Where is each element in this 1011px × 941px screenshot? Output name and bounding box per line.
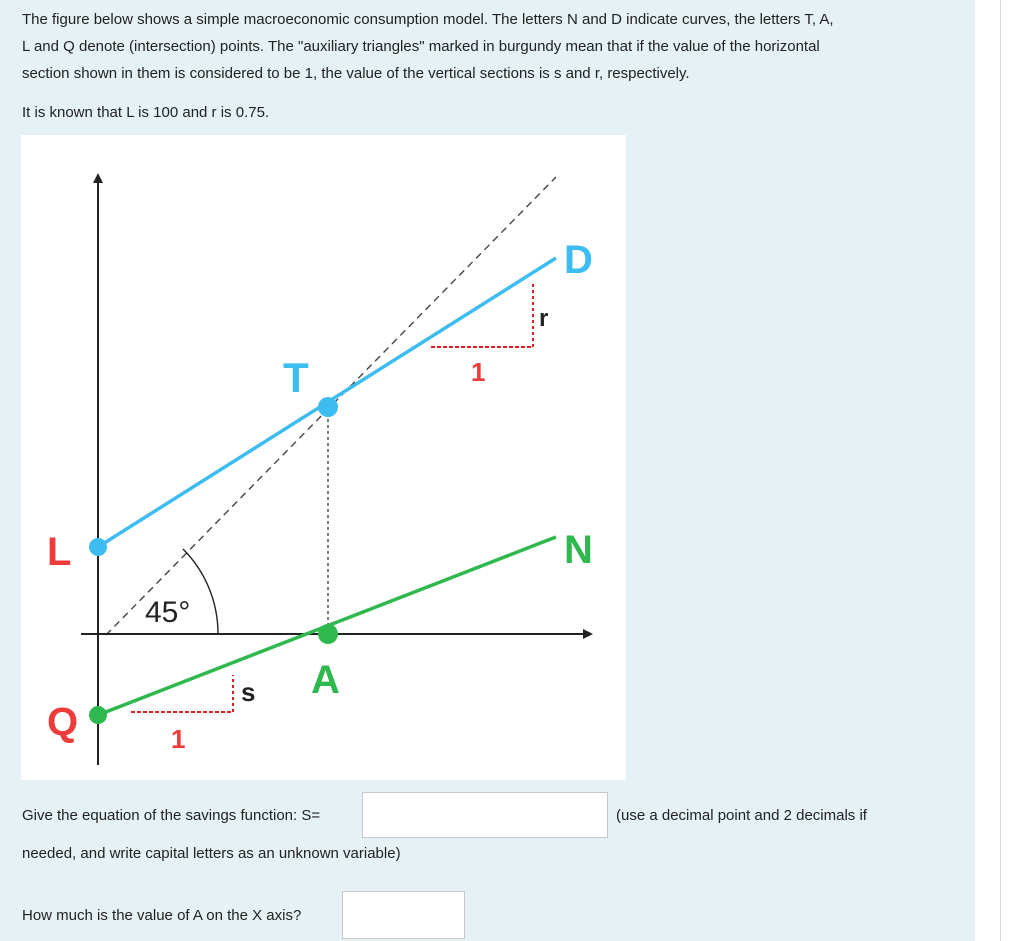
point-t [318, 397, 338, 417]
point-q [89, 706, 107, 724]
label-one-lower: 1 [171, 724, 186, 754]
savings-function-input[interactable] [362, 792, 608, 838]
right-divider [1000, 0, 1001, 941]
label-d: D [564, 238, 593, 282]
a-value-prompt: How much is the value of A on the X axis? [22, 907, 302, 924]
savings-prompt: Give the equation of the savings function: S= [22, 807, 321, 824]
label-l: L [47, 530, 72, 574]
label-q: Q [47, 700, 79, 744]
label-s: s [241, 677, 256, 707]
point-a [318, 624, 338, 644]
label-n: N [564, 528, 593, 572]
a-value-input[interactable] [342, 891, 465, 939]
consumption-model-figure [21, 135, 626, 780]
intro-line-2: L and Q denote (intersection) points. The "auxiliary triangles" marked in burgundy mean that if the value of the horizontal [22, 38, 820, 55]
label-a: A [311, 658, 340, 702]
label-one-upper: 1 [471, 357, 486, 387]
savings-hint-continued: needed, and write capital letters as an unknown variable) [22, 845, 401, 862]
point-l [89, 538, 107, 556]
label-t: T [283, 354, 309, 401]
savings-hint-right: (use a decimal point and 2 decimals if [616, 807, 867, 824]
label-r: r [539, 305, 549, 332]
given-values: It is known that L is 100 and r is 0.75. [22, 104, 270, 121]
intro-line-3: section shown in them is considered to be 1, the value of the vertical sections is s and r, respectively. [22, 65, 690, 82]
intro-line-1: The figure below shows a simple macroeconomic consumption model. The letters N and D indicate curves, the letters T, A, [22, 11, 834, 28]
label-angle: 45° [145, 596, 191, 629]
